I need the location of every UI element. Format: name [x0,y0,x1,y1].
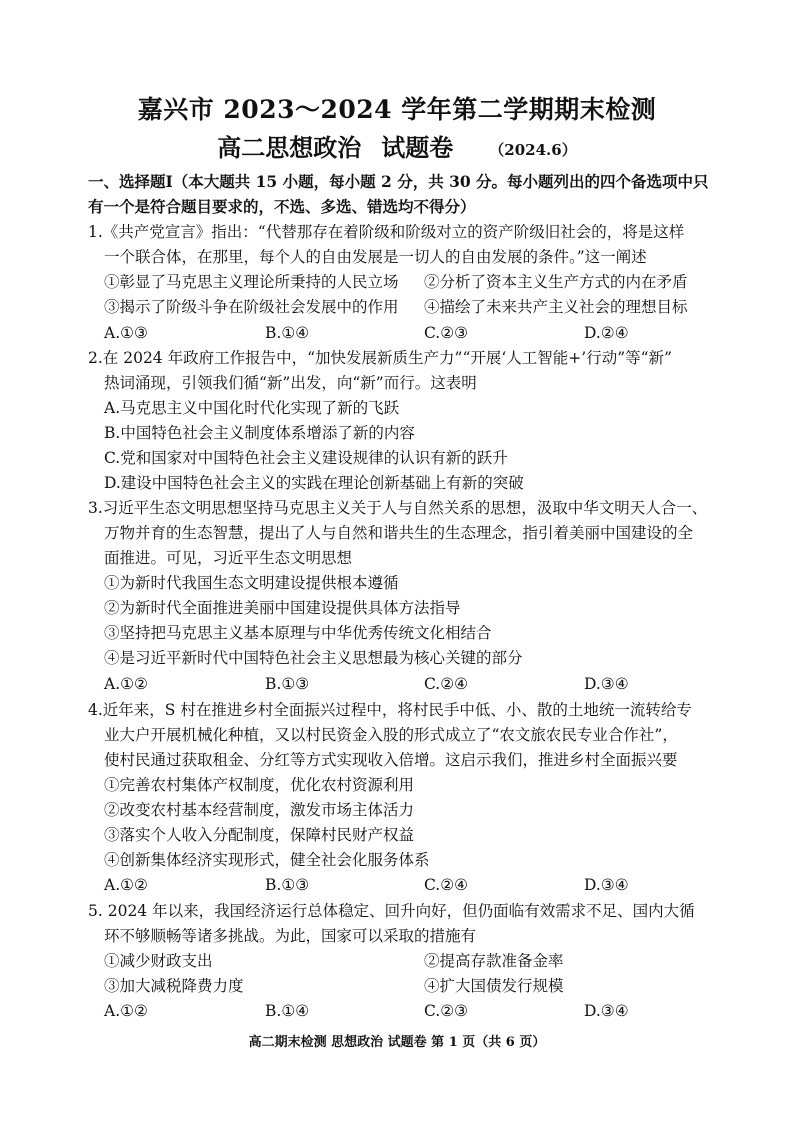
q5-stem-line1: 5. 2024 年以来，我国经济运行总体稳定、回升向好，但仍面临有效需求不足、国内大循 [88,902,695,920]
q2-option-c: C.党和国家对中国特色社会主义建设规律的认识有新的跃升 [104,449,508,467]
q4-stem-line2: 业大户开展机械化种植，又以村民资金入股的形式成立了“农文旅农民专业合作社”， [104,726,678,744]
q1-option-a: A.①③ [104,324,148,342]
q4-stem-line1: 4.近年来，S 村在推进乡村全面振兴过程中，将村民手中低、小、散的土地统一流转给专 [88,701,692,719]
section-heading-line1: 一、选择题Ⅰ（本大题共 15 小题，每小题 2 分，共 30 分。每小题列出的四个备选项中只 [88,172,709,191]
q4-stem-line3: 使村民通过获取租金、分红等方式实现收入倍增。这启示我们，推进乡村全面振兴要 [104,751,678,769]
q4-option-a: A.①② [104,876,148,894]
q3-option-a: A.①② [104,675,148,693]
q1-stem-line1: 1.《共产党宣言》指出：“代替那存在着阶级和阶级对立的资产阶级旧社会的，将是这样 [88,223,685,241]
paper-type: 试题卷 [381,133,454,162]
q2-stem-line2: 热词涌现，引领我们循“新”出发，向“新”而行。这表明 [104,374,477,392]
exam-subtitle [0,128,794,163]
q1-statement-2: ②分析了资本主义生产方式的内在矛盾 [424,273,688,291]
q3-option-b: B.①③ [265,675,310,693]
q5-option-b: B.①④ [265,1002,310,1020]
exam-date: （2024.6） [489,141,577,159]
q3-statement-4: ④是习近平新时代中国特色社会主义思想最为核心关键的部分 [104,649,523,667]
q5-statement-1: ①减少财政支出 [104,952,213,970]
q3-statement-2: ②为新时代全面推进美丽中国建设提供具体方法指导 [104,599,461,617]
q4-option-b: B.①③ [265,876,310,894]
q3-stem-line3: 面推进。可见，习近平生态文明思想 [104,549,353,567]
q4-statement-1: ①完善农村集体产权制度，优化农村资源利用 [104,776,415,794]
q5-statement-3: ③加大减税降费力度 [104,977,244,995]
q3-option-d: D.③④ [584,675,629,693]
q1-option-b: B.①④ [265,324,310,342]
section-heading-line2: 有一个是符合题目要求的，不选、多选、错选均不得分） [88,197,476,216]
q2-option-a: A.马克思主义中国化时代化实现了新的飞跃 [104,399,400,417]
exam-title: 嘉兴市 2023～2024 学年第二学期期末检测 [137,95,657,124]
q5-option-a: A.①② [104,1002,148,1020]
q4-statement-3: ③落实个人收入分配制度，保障村民财产权益 [104,826,415,844]
page-footer: 高二期末检测 思想政治 试题卷 第 1 页（共 6 页） [248,1035,546,1050]
q1-statement-1: ①彰显了马克思主义理论所秉持的人民立场 [104,273,399,291]
q3-stem-line2: 万物并育的生态智慧，提出了人与自然和谐共生的生态理念，指引着美丽中国建设的全 [104,524,694,542]
subject-name: 高二思想政治 [217,133,362,162]
q4-statement-2: ②改变农村基本经营制度，激发市场主体活力 [104,801,415,819]
q4-option-d: D.③④ [584,876,629,894]
q1-option-c: C.②③ [424,324,469,342]
q4-option-c: C.②④ [424,876,469,894]
q1-option-d: D.②④ [584,324,629,342]
q5-statement-2: ②提高存款准备金率 [424,952,564,970]
q5-option-d: D.③④ [584,1002,629,1020]
q1-stem-line2: 一个联合体，在那里，每个人的自由发展是一切人的自由发展的条件。”这一阐述 [104,248,647,266]
q5-statement-4: ④扩大国债发行规模 [424,977,564,995]
q2-stem-line1: 2.在 2024 年政府工作报告中，“加快发展新质生产力”“开展‘人工智能+’行动”等“新” [88,349,672,367]
q3-option-c: C.②④ [424,675,469,693]
q3-statement-3: ③坚持把马克思主义基本原理与中华优秀传统文化相结合 [104,624,492,642]
q4-statement-4: ④创新集体经济实现形式，健全社会化服务体系 [104,851,430,869]
q1-statement-3: ③揭示了阶级斗争在阶级社会发展中的作用 [104,298,399,316]
q3-statement-1: ①为新时代我国生态文明建设提供根本遵循 [104,574,399,592]
q2-option-b: B.中国特色社会主义制度体系增添了新的内容 [104,424,415,442]
q2-option-d: D.建设中国特色社会主义的实践在理论创新基础上有新的突破 [104,474,524,492]
q5-option-c: C.②③ [424,1002,469,1020]
q3-stem-line1: 3.习近平生态文明思想坚持马克思主义关于人与自然关系的思想，汲取中华文明天人合一、 [88,499,708,517]
q1-statement-4: ④描绘了未来共产主义社会的理想目标 [424,298,688,316]
q5-stem-line2: 环不够顺畅等诸多挑战。为此，国家可以采取的措施有 [104,927,477,945]
